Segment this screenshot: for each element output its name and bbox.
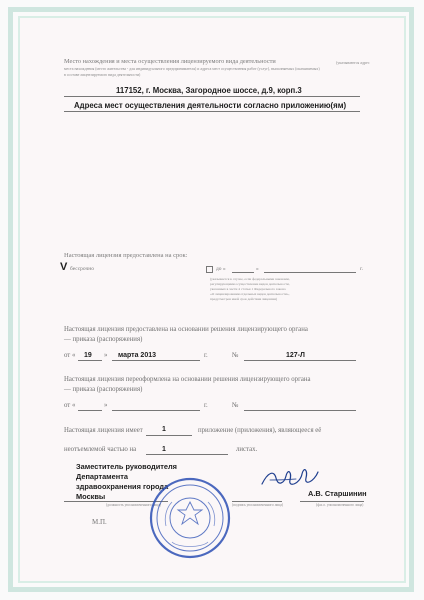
annex-line2-prefix: неотъемлемой частью на bbox=[64, 446, 137, 453]
term-until-prefix: до « bbox=[216, 266, 226, 272]
signer-signature-note: (подпись уполномоченного лица) bbox=[232, 503, 284, 507]
annex-sheets: 1 bbox=[162, 446, 166, 453]
basis-from-prefix: от « bbox=[64, 352, 76, 359]
header-line-3: в составе лицензируемого вида деятельности) bbox=[64, 73, 141, 77]
basis-number-underline bbox=[244, 360, 356, 361]
basis-no: № bbox=[232, 352, 239, 359]
basis-g: г. bbox=[204, 352, 208, 359]
reissue-line-2: — приказа (распоряжения) bbox=[64, 386, 143, 393]
basis-line-1: Настоящая лицензия предоставлена на основании решения лицензирующего органа bbox=[64, 326, 308, 333]
reissue-g: г. bbox=[204, 402, 208, 409]
term-until-mid: » bbox=[256, 266, 259, 272]
reissue-line-1: Настоящая лицензия переоформлена на основании решения лицензирующего органа bbox=[64, 376, 311, 383]
basis-line-2: — приказа (распоряжения) bbox=[64, 336, 143, 343]
seal-stamp bbox=[148, 476, 232, 560]
signature-image bbox=[256, 462, 324, 492]
annex-sheets-underline bbox=[146, 454, 228, 455]
term-until-suffix: г. bbox=[360, 266, 364, 272]
term-day-underline bbox=[232, 272, 254, 273]
term-note-line: (указывается в случае, если федеральными законами, bbox=[210, 277, 290, 281]
reissue-number-underline bbox=[244, 410, 356, 411]
annex-suffix: приложение (приложения), являющееся её bbox=[198, 427, 322, 434]
reissue-month-underline bbox=[112, 410, 200, 411]
basis-day-underline bbox=[78, 360, 102, 361]
reissue-from-prefix: от « bbox=[64, 402, 76, 409]
term-note bbox=[210, 277, 320, 302]
basis-month-underline bbox=[112, 360, 200, 361]
signer-name-underline bbox=[300, 501, 364, 502]
basis-quote-close: » bbox=[104, 352, 108, 359]
basis-day: 19 bbox=[84, 352, 92, 359]
signer-name: А.В. Старшинин bbox=[308, 489, 367, 498]
address-underline bbox=[64, 96, 360, 97]
reissue-day-underline bbox=[78, 410, 102, 411]
term-note-line: регулирующими осуществление видов деятельности, bbox=[210, 282, 290, 286]
reissue-quote-close: » bbox=[104, 402, 108, 409]
mp-label: М.П. bbox=[92, 518, 107, 526]
header-line-1-note: (указываются адрес bbox=[336, 60, 370, 65]
term-label: Настоящая лицензия предоставлена на срок: bbox=[64, 252, 188, 259]
signer-title-line: Москвы bbox=[76, 492, 106, 501]
reissue-no: № bbox=[232, 402, 239, 409]
annex-prefix: Настоящая лицензия имеет bbox=[64, 427, 143, 434]
term-option-unlimited: бессрочно bbox=[70, 266, 95, 272]
signer-title-line: Заместитель руководителя bbox=[76, 462, 177, 471]
signer-signature-underline bbox=[232, 501, 282, 502]
header-line-2: места нахождения (место жительства - для индивидуального предпринимателя) и адреса мест осуществления работ (услуг), выполняемых (оказываемых) bbox=[64, 67, 320, 71]
signer-position-note: (должность уполномоченного лица) bbox=[106, 503, 162, 507]
signer-name-note: (ф.и.о. уполномоченного лица) bbox=[316, 503, 364, 507]
address2-underline bbox=[64, 111, 360, 112]
header-line-1: Место нахождения и места осуществления лицензируемого вида деятельности bbox=[64, 58, 276, 65]
basis-number: 127-Л bbox=[286, 352, 305, 359]
address-annex-line: Адреса мест осуществления деятельности согласно приложению(ям) bbox=[74, 101, 347, 110]
term-month-underline bbox=[264, 272, 356, 273]
signer-title-line: здравоохранения города bbox=[76, 482, 169, 491]
term-note-line: предусмотрен иной срок действия лицензии) bbox=[210, 297, 278, 301]
address-line: 117152, г. Москва, Загородное шоссе, д.9, корп.3 bbox=[116, 86, 302, 95]
term-note-line: «О лицензировании отдельных видов деятельности», bbox=[210, 292, 290, 296]
signer-title-line: Департамента bbox=[76, 472, 128, 481]
basis-month-year: марта 2013 bbox=[118, 352, 157, 359]
term-note-line: указанных в части 4 статьи 1 Федерального закона bbox=[210, 287, 286, 291]
annex-sheets-suffix: листах. bbox=[236, 446, 258, 453]
annex-count: 1 bbox=[162, 426, 166, 433]
term-until-checkbox[interactable] bbox=[206, 266, 213, 273]
annex-count-underline bbox=[146, 435, 192, 436]
checkmark-icon: V bbox=[60, 261, 68, 273]
